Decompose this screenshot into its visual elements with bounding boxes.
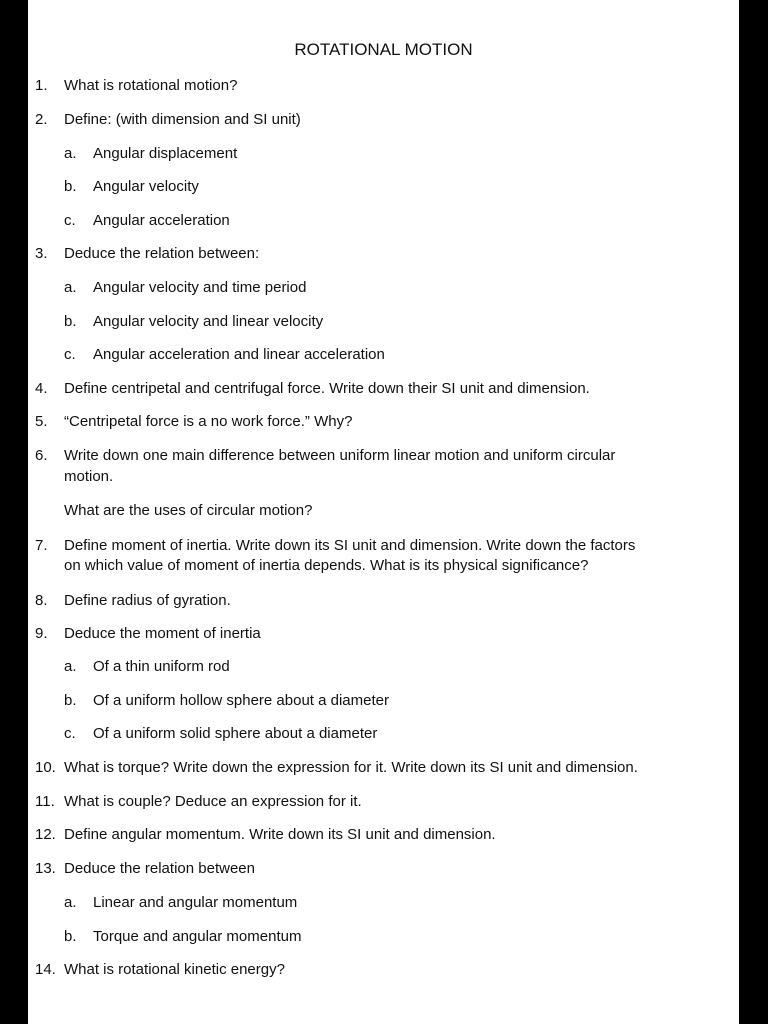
question-text: Deduce the relation between: [64, 245, 260, 262]
document-page [28, 0, 739, 1024]
question-text: What is couple? Deduce an expression for it. [64, 793, 362, 810]
sub-question-letter: a. [64, 894, 77, 911]
question-text: What is torque? Write down the expression for it. Write down its SI unit and dimension. [64, 759, 638, 776]
question-text: Deduce the moment of inertia [64, 625, 261, 642]
question-number: 3. [35, 245, 48, 262]
sub-question-letter: a. [64, 279, 77, 296]
question-number: 1. [35, 77, 48, 94]
question-number: 6. [35, 447, 48, 464]
question-number: 4. [35, 380, 48, 397]
question-number: 5. [35, 413, 48, 430]
question-text-line-2: on which value of moment of inertia depends. What is its physical significance? [64, 557, 589, 574]
question-number: 11. [35, 793, 55, 810]
sub-question-text: Linear and angular momentum [93, 894, 298, 911]
question-text: Define angular momentum. Write down its SI unit and dimension. [64, 826, 496, 843]
sub-question-text: Angular acceleration [93, 212, 230, 229]
question-text: Define centripetal and centrifugal force. Write down their SI unit and dimension. [64, 380, 590, 397]
document-title: ROTATIONAL MOTION [294, 40, 473, 59]
question-number: 14. [35, 961, 56, 978]
sub-question-letter: b. [64, 692, 77, 709]
sub-question-text: Angular velocity and linear velocity [93, 313, 324, 330]
question-text: What is rotational motion? [64, 77, 238, 94]
sub-question-letter: c. [64, 212, 76, 229]
question-text-line-1: Define moment of inertia. Write down its SI unit and dimension. Write down the factors [64, 537, 636, 554]
sub-question-letter: c. [64, 346, 76, 363]
question-text: Define: (with dimension and SI unit) [64, 111, 301, 128]
sub-question-text: Angular velocity and time period [93, 279, 307, 296]
sub-question-text: Angular acceleration and linear acceleration [93, 346, 385, 363]
sub-question-letter: a. [64, 658, 77, 675]
sub-question-letter: c. [64, 725, 76, 742]
question-text-line-2: motion. [64, 468, 114, 485]
question-text: Define radius of gyration. [64, 592, 231, 609]
sub-question-letter: a. [64, 145, 77, 162]
sub-question-text: Of a uniform hollow sphere about a diameter [93, 692, 389, 709]
sub-question-letter: b. [64, 313, 77, 330]
sub-question-text: Of a uniform solid sphere about a diameter [93, 725, 378, 742]
question-number: 8. [35, 592, 48, 609]
sub-question-letter: b. [64, 928, 77, 945]
sub-question-text: Angular velocity [93, 178, 199, 195]
question-text: “Centripetal force is a no work force.” Why? [64, 413, 353, 430]
question-number: 2. [35, 111, 48, 128]
sub-question-text: Angular displacement [93, 145, 238, 162]
question-number: 7. [35, 537, 48, 554]
question-number: 13. [35, 860, 56, 877]
question-text: Deduce the relation between [64, 860, 255, 877]
question-text: What is rotational kinetic energy? [64, 961, 285, 978]
question-extra-text: What are the uses of circular motion? [64, 502, 313, 519]
question-number: 9. [35, 625, 48, 642]
sub-question-letter: b. [64, 178, 77, 195]
question-number: 12. [35, 826, 56, 843]
question-text-line-1: Write down one main difference between uniform linear motion and uniform circular [64, 447, 616, 464]
sub-question-text: Torque and angular momentum [93, 928, 302, 945]
question-number: 10. [35, 759, 56, 776]
sub-question-text: Of a thin uniform rod [93, 658, 230, 675]
